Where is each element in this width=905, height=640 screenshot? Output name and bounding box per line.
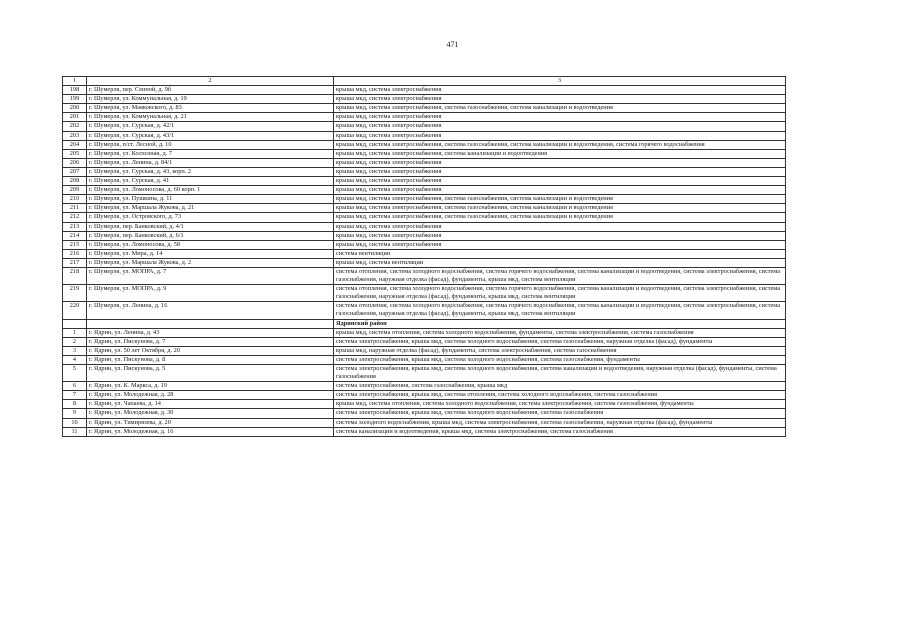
address-cell: г. Шумерля, п/ст. Лесной, д. 10 <box>87 140 334 149</box>
table-row <box>63 365 786 382</box>
row-number-cell: 210 <box>63 195 87 204</box>
works-cell: крыша мкд, система отопления, система холодного водоснабжения, система электроснабжения, система газоснабжения, фундаменты <box>334 400 786 409</box>
works-cell: крыша мкд, система отопления, система холодного водоснабжения, фундаменты, система электроснабжения, система газоснабжения <box>334 328 786 337</box>
table-row <box>63 131 786 140</box>
section-row <box>63 319 786 328</box>
table-row <box>63 195 786 204</box>
table-row <box>63 302 786 319</box>
address-cell: г. Ядрин, ул. Пискунова, д. 7 <box>87 337 334 346</box>
table-row <box>63 240 786 249</box>
table-row <box>63 427 786 436</box>
table-row <box>63 346 786 355</box>
header-col-1: 1 <box>63 77 87 86</box>
row-number-cell: 11 <box>63 427 87 436</box>
works-cell: система электроснабжения, крыша мкд, система холодного водоснабжения, система газоснабжения <box>334 409 786 418</box>
address-cell: г. Шумерля, ул. Сурская, д. 43/1 <box>87 131 334 140</box>
row-number-cell: 208 <box>63 177 87 186</box>
row-number-cell: 7 <box>63 391 87 400</box>
row-number-cell: 212 <box>63 213 87 222</box>
works-cell: система электроснабжения, крыша мкд, система холодного водоснабжения, система газоснабжения, наружная отделка (фасад), фундаменты <box>334 337 786 346</box>
works-cell: крыша мкд, система электроснабжения, система газоснабжения, система канализации и водоотведения <box>334 213 786 222</box>
address-cell: г. Шумерля, пер. Сенной, д. 9б <box>87 86 334 95</box>
address-cell: г. Ядрин, ул. Молодежная, д. 30 <box>87 409 334 418</box>
address-cell: г. Шумерля, ул. Маршала Жукова, д. 21 <box>87 204 334 213</box>
table-row <box>63 222 786 231</box>
works-cell: крыша мкд, система электроснабжения, система газоснабжения, система канализации и водоотведения <box>334 195 786 204</box>
address-cell: г. Шумерля, ул. Ломоносова, д. 60 корп. 1 <box>87 186 334 195</box>
table-row <box>63 186 786 195</box>
row-number-cell: 211 <box>63 204 87 213</box>
table-row <box>63 149 786 158</box>
row-number-cell: 203 <box>63 131 87 140</box>
table-row <box>63 95 786 104</box>
address-cell: г. Шумерля, ул. Колхозная, д. 7 <box>87 149 334 158</box>
works-cell: крыша мкд, система электроснабжения <box>334 167 786 176</box>
address-cell: г. Шумерля, ул. МОПРА, д. 9 <box>87 285 334 302</box>
table-row <box>63 409 786 418</box>
table-row <box>63 204 786 213</box>
table-header-row <box>63 77 786 86</box>
table-row <box>63 231 786 240</box>
works-cell: система электроснабжения, крыша мкд, система холодного водоснабжения, система газоснабжения, фундаменты <box>334 355 786 364</box>
section-empty-cell <box>63 319 87 328</box>
row-number-cell: 200 <box>63 104 87 113</box>
row-number-cell: 220 <box>63 302 87 319</box>
works-cell: крыша мкд, система вентиляции <box>334 258 786 267</box>
works-cell: система канализации и водоотведения, крыша мкд, система электроснабжения, система газоснабжения <box>334 427 786 436</box>
table-row <box>63 140 786 149</box>
works-cell: крыша мкд, система электроснабжения, система газоснабжения, система канализации и водоотведения <box>334 204 786 213</box>
works-cell: система электроснабжения, система газоснабжения, крыша мкд <box>334 382 786 391</box>
section-empty-cell <box>87 319 334 328</box>
works-cell: система отопления, система холодного водоснабжения, система горячего водоснабжения, система канализации и водоотведения, система электроснабжения, система газоснабжения, наружная отделка (фасад), фундаменты, крыша мкд, система вентиляции <box>334 285 786 302</box>
works-cell: система отопления, система холодного водоснабжения, система горячего водоснабжения, система канализации и водоотведения, система электроснабжения, система газоснабжения, наружная отделка (фасад), фундаменты, крыша мкд, система вентиляции <box>334 267 786 284</box>
works-cell: система вентиляции <box>334 249 786 258</box>
works-cell: система отопления, система холодного водоснабжения, система горячего водоснабжения, система канализации и водоотведения, система электроснабжения, система газоснабжения, наружная отделка (фасад), фундаменты, крыша мкд, система вентиляции <box>334 302 786 319</box>
works-cell: крыша мкд, наружная отделка (фасад), фундаменты, система электроснабжения, система газоснабжения <box>334 346 786 355</box>
row-number-cell: 207 <box>63 167 87 176</box>
address-cell: г. Ядрин, ул. Пискунова, д. 5 <box>87 365 334 382</box>
table-row <box>63 158 786 167</box>
row-number-cell: 214 <box>63 231 87 240</box>
table-row <box>63 337 786 346</box>
row-number-cell: 215 <box>63 240 87 249</box>
row-number-cell: 218 <box>63 267 87 284</box>
table-row <box>63 258 786 267</box>
table-row <box>63 213 786 222</box>
works-table <box>62 76 786 437</box>
works-cell: крыша мкд, система электроснабжения <box>334 186 786 195</box>
row-number-cell: 219 <box>63 285 87 302</box>
table-row <box>63 391 786 400</box>
works-cell: крыша мкд, система электроснабжения <box>334 122 786 131</box>
works-cell: система электроснабжения, крыша мкд, система отопления, система холодного водоснабжения, система газоснабжения <box>334 391 786 400</box>
address-cell: г. Ядрин, ул. Пискунова, д. 8 <box>87 355 334 364</box>
works-cell: крыша мкд, система электроснабжения <box>334 86 786 95</box>
address-cell: г. Шумерля, ул. Маяковского, д. 83 <box>87 104 334 113</box>
address-cell: г. Ядрин, ул. Молодежная, д. 16 <box>87 427 334 436</box>
row-number-cell: 217 <box>63 258 87 267</box>
address-cell: г. Ядрин, ул. Тимирязева, д. 20 <box>87 418 334 427</box>
works-cell: крыша мкд, система электроснабжения, система газоснабжения, система канализации и водоотведения <box>334 104 786 113</box>
table-row <box>63 177 786 186</box>
works-cell: крыша мкд, система электроснабжения <box>334 177 786 186</box>
works-cell: крыша мкд, система электроснабжения <box>334 240 786 249</box>
row-number-cell: 9 <box>63 409 87 418</box>
address-cell: г. Шумерля, ул. Ленина, д. 16 <box>87 302 334 319</box>
row-number-cell: 205 <box>63 149 87 158</box>
row-number-cell: 202 <box>63 122 87 131</box>
row-number-cell: 6 <box>63 382 87 391</box>
address-cell: г. Ядрин, ул. 50 лет Октября, д. 20 <box>87 346 334 355</box>
works-cell: крыша мкд, система электроснабжения <box>334 222 786 231</box>
row-number-cell: 3 <box>63 346 87 355</box>
address-cell: г. Шумерля, пер. Банковский, д. 6/1 <box>87 231 334 240</box>
row-number-cell: 209 <box>63 186 87 195</box>
table-row <box>63 400 786 409</box>
row-number-cell: 2 <box>63 337 87 346</box>
row-number-cell: 206 <box>63 158 87 167</box>
works-cell: крыша мкд, система электроснабжения <box>334 131 786 140</box>
works-cell: система электроснабжения, крыша мкд, система холодного водоснабжения, система канализации и водоотведения, наружная отделка (фасад), фундаменты, система газоснабжения <box>334 365 786 382</box>
address-cell: г. Шумерля, ул. Сурская, д. 43, корп. 2 <box>87 167 334 176</box>
row-number-cell: 5 <box>63 365 87 382</box>
table-row <box>63 267 786 284</box>
row-number-cell: 4 <box>63 355 87 364</box>
address-cell: г. Шумерля, ул. Ленина, д. 84/1 <box>87 158 334 167</box>
address-cell: г. Шумерля, ул. Ломоносова, д. 58 <box>87 240 334 249</box>
address-cell: г. Шумерля, ул. Коммунальная, д. 19 <box>87 95 334 104</box>
address-cell: г. Ядрин, ул. Молодежная, д. 28 <box>87 391 334 400</box>
address-cell: г. Шумерля, ул. Сурская, д. 42/1 <box>87 122 334 131</box>
works-cell: крыша мкд, система электроснабжения <box>334 231 786 240</box>
address-cell: г. Ядрин, ул. Ленина, д. 43 <box>87 328 334 337</box>
table-row <box>63 122 786 131</box>
header-col-3: 3 <box>334 77 786 86</box>
works-cell: крыша мкд, система электроснабжения, система газоснабжения, система канализации и водоотведения, система горячего водоснабжения <box>334 140 786 149</box>
address-cell: г. Шумерля, пер. Банковский, д. 4/1 <box>87 222 334 231</box>
row-number-cell: 198 <box>63 86 87 95</box>
row-number-cell: 204 <box>63 140 87 149</box>
table-row <box>63 328 786 337</box>
address-cell: г. Шумерля, ул. Мира, д. 14 <box>87 249 334 258</box>
table-row <box>63 113 786 122</box>
address-cell: г. Шумерля, ул. Маршала Жукова, д. 2 <box>87 258 334 267</box>
address-cell: г. Шумерля, ул. Сурская, д. 41 <box>87 177 334 186</box>
table-row <box>63 285 786 302</box>
works-cell: система холодного водоснабжения, крыша мкд, система электроснабжения, система газоснабжения, наружная отделка (фасад), фундаменты <box>334 418 786 427</box>
header-col-2: 2 <box>87 77 334 86</box>
address-cell: г. Шумерля, ул. Коммунальная, д. 21 <box>87 113 334 122</box>
table-row <box>63 382 786 391</box>
row-number-cell: 199 <box>63 95 87 104</box>
table-row <box>63 355 786 364</box>
works-cell: крыша мкд, система электроснабжения <box>334 95 786 104</box>
works-cell: крыша мкд, система электроснабжения, система канализации и водоотведения <box>334 149 786 158</box>
page-number: 471 <box>446 40 459 49</box>
row-number-cell: 213 <box>63 222 87 231</box>
table-row <box>63 104 786 113</box>
works-cell: крыша мкд, система электроснабжения <box>334 158 786 167</box>
row-number-cell: 1 <box>63 328 87 337</box>
table-row <box>63 249 786 258</box>
row-number-cell: 10 <box>63 418 87 427</box>
works-cell: крыша мкд, система электроснабжения <box>334 113 786 122</box>
address-cell: г. Ядрин, ул. Чапаева, д. 14 <box>87 400 334 409</box>
section-title: Ядринский район <box>334 319 786 328</box>
address-cell: г. Ядрин, ул. К. Маркса, д. 19 <box>87 382 334 391</box>
table-row <box>63 167 786 176</box>
row-number-cell: 216 <box>63 249 87 258</box>
address-cell: г. Шумерля, ул. МОПРА, д. 7 <box>87 267 334 284</box>
row-number-cell: 8 <box>63 400 87 409</box>
table-row <box>63 418 786 427</box>
table-row <box>63 86 786 95</box>
table-body <box>63 77 786 437</box>
address-cell: г. Шумерля, ул. Островского, д. 73 <box>87 213 334 222</box>
row-number-cell: 201 <box>63 113 87 122</box>
address-cell: г. Шумерля, ул. Пушкина, д. 11 <box>87 195 334 204</box>
